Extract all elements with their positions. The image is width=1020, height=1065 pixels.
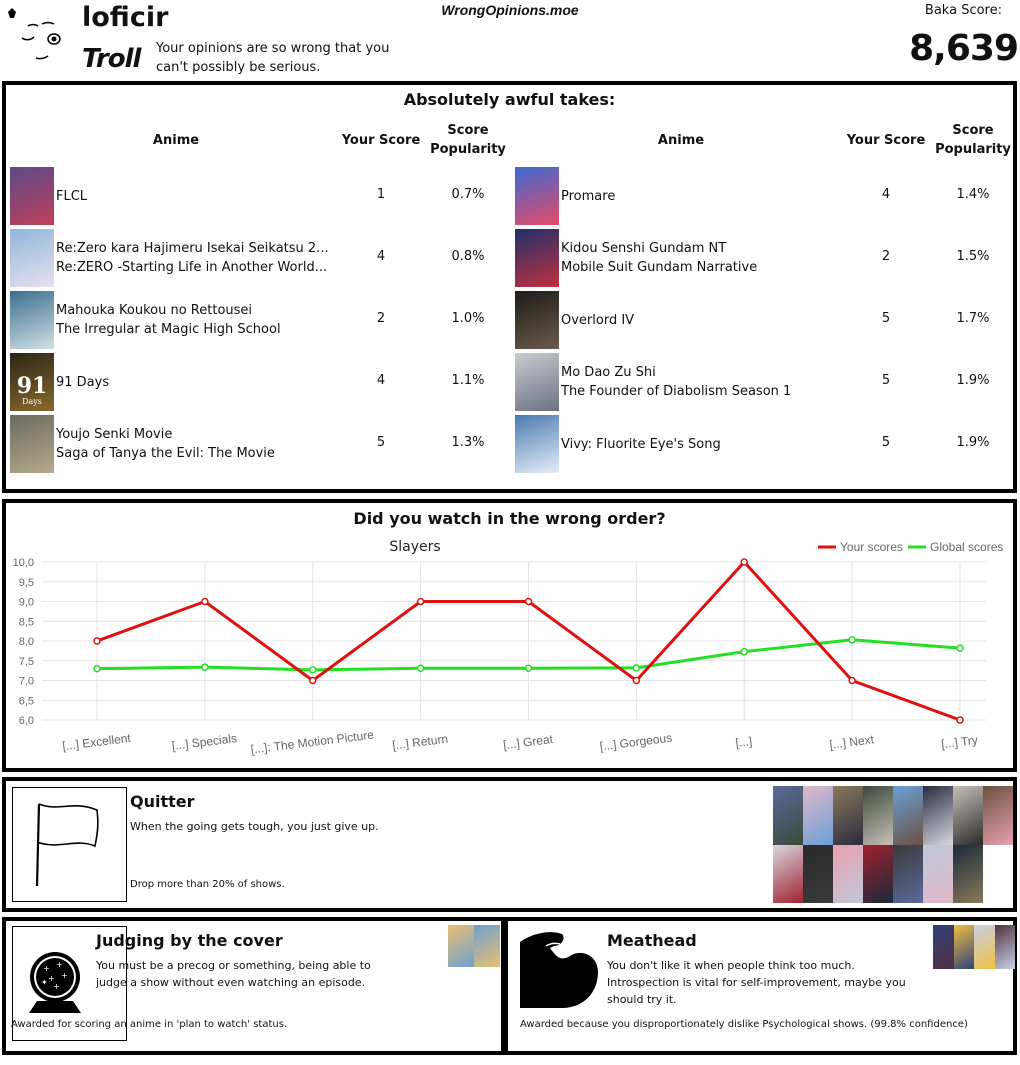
anime-cover-image[interactable]: [10, 229, 54, 287]
anime-cover-thumbnail[interactable]: [974, 925, 995, 969]
flag-icon: [12, 787, 127, 902]
data-point: [957, 717, 963, 723]
anime-titles: [561, 413, 861, 475]
anime-cover-thumbnail[interactable]: [893, 786, 923, 845]
user-score: 5: [881, 373, 891, 388]
data-point: [633, 678, 639, 684]
score-popularity: 1.9%: [956, 373, 990, 388]
score-line-chart: [6, 503, 1013, 768]
svg-text:+: +: [48, 974, 55, 983]
svg-text:+: +: [56, 960, 63, 969]
site-title[interactable]: WrongOpinions.moe: [441, 2, 579, 18]
user-score: 5: [881, 435, 891, 450]
anime-cover-thumbnail[interactable]: [863, 845, 893, 904]
awful-takes-heading: Absolutely awful takes:: [403, 90, 616, 109]
score-popularity: 1.9%: [956, 435, 990, 450]
data-point: [418, 665, 424, 671]
anime-titles: [561, 289, 861, 351]
x-tick-label: [...] Excellent: [61, 730, 132, 754]
username: loficir: [82, 2, 169, 33]
anime-cover-thumbnail[interactable]: [474, 925, 500, 967]
anime-cover-image[interactable]: [10, 415, 54, 473]
score-popularity: 0.8%: [451, 249, 485, 264]
anime-titles: [56, 289, 356, 351]
anime-cover-thumbnail[interactable]: [953, 786, 983, 845]
badge-description: When the going gets tough, you just give up.: [130, 820, 379, 833]
anime-titles: [561, 351, 861, 413]
troll-face-icon: [8, 6, 72, 70]
dropped-anime-covers: [773, 786, 1013, 903]
column-header-anime: Anime: [152, 133, 200, 148]
anime-title[interactable]: Vivy: Fluorite Eye's Song: [561, 436, 721, 452]
user-score: 4: [376, 373, 386, 388]
anime-cover-thumbnail[interactable]: [773, 845, 803, 904]
awful-takes-panel: [2, 81, 1017, 493]
data-point: [741, 559, 747, 565]
user-score: 4: [376, 249, 386, 264]
anime-cover-thumbnail[interactable]: [773, 786, 803, 845]
anime-titles: [56, 413, 356, 475]
table-row[interactable]: [513, 289, 1018, 351]
data-point: [310, 678, 316, 684]
y-tick-label: 8,5: [18, 616, 34, 629]
user-score: 2: [881, 249, 891, 264]
badge-title: Judging by the cover: [96, 931, 283, 950]
score-popularity: 1.3%: [451, 435, 485, 450]
column-header-anime: Anime: [657, 133, 705, 148]
svg-text:+: +: [53, 982, 60, 991]
anime-cover-image[interactable]: [10, 353, 54, 411]
cover-subtext: Days: [22, 397, 42, 406]
table-row[interactable]: [513, 165, 1018, 227]
x-tick-label: [...] Specials: [171, 731, 238, 753]
wrong-order-panel: [2, 499, 1017, 772]
anime-cover-thumbnail[interactable]: [923, 786, 953, 845]
data-point: [957, 645, 963, 651]
user-score: 2: [376, 311, 386, 326]
legend-label: Your scores: [840, 540, 903, 554]
anime-english-title: Mobile Suit Gundam Narrative: [561, 260, 758, 275]
data-point: [310, 667, 316, 673]
badge-title: Meathead: [607, 931, 697, 950]
awful-takes-table-left: [8, 121, 513, 475]
badge-description: You don't like it when people think too much. Introspection is vital for self-improvement, maybe you should try it.: [607, 959, 906, 1006]
anime-cover-image[interactable]: [515, 353, 559, 411]
legend-label: Global scores: [930, 540, 1004, 554]
anime-cover-thumbnail[interactable]: [954, 925, 975, 969]
anime-title[interactable]: Re:Zero kara Hajimeru Isekai Seikatsu 2...: [56, 241, 329, 256]
x-tick-label: [...] Great: [502, 732, 554, 753]
data-point: [526, 665, 532, 671]
anime-title[interactable]: Youjo Senki Movie: [56, 427, 173, 442]
anime-title[interactable]: 91 Days: [56, 374, 110, 390]
anime-title[interactable]: Overlord IV: [561, 312, 635, 328]
data-point: [202, 664, 208, 670]
table-header: [513, 121, 1018, 165]
badge-quitter: [2, 777, 1017, 912]
data-point: [741, 649, 747, 655]
badge-reason: Drop more than 20% of shows.: [130, 879, 285, 890]
x-tick-label: [...]: The Motion Picture: [249, 727, 375, 757]
anime-cover-thumbnail[interactable]: [803, 845, 833, 904]
score-popularity: 1.0%: [451, 311, 485, 326]
data-point: [849, 637, 855, 643]
baka-score-value: 8,639: [909, 28, 1018, 69]
table-header: [8, 121, 513, 165]
anime-cover-thumbnail[interactable]: [893, 845, 923, 904]
data-point: [94, 638, 100, 644]
anime-cover-image[interactable]: [10, 167, 54, 225]
table-row[interactable]: [513, 227, 1018, 289]
table-row[interactable]: [8, 227, 513, 289]
svg-text:+: +: [43, 964, 50, 973]
anime-titles: [561, 227, 861, 289]
column-header-popularity: Score Popularity: [430, 123, 506, 157]
anime-english-title: Re:ZERO -Starting Life in Another World...: [56, 260, 328, 275]
y-tick-label: 7,5: [18, 655, 34, 668]
user-title-description: Your opinions are so wrong that you can't possibly be serious.: [156, 41, 390, 75]
x-tick-label: [...] Return: [391, 731, 449, 753]
y-tick-label: 9,0: [18, 596, 34, 609]
anime-english-title: The Founder of Diabolism Season 1: [561, 384, 792, 399]
anime-cover-image[interactable]: [515, 415, 559, 473]
anime-cover-thumbnail[interactable]: [863, 786, 893, 845]
y-tick-label: 7,0: [18, 675, 34, 688]
anime-titles: [56, 165, 356, 227]
table-row[interactable]: [8, 351, 513, 413]
badge-title: Quitter: [130, 792, 195, 811]
x-tick-label: [...] Gorgeous: [598, 730, 673, 754]
anime-cover-thumbnail[interactable]: [803, 786, 833, 845]
column-header-popularity: Score Popularity: [935, 123, 1011, 157]
anime-cover-thumbnail[interactable]: [833, 786, 863, 845]
badge-meathead: [504, 917, 1017, 1055]
score-popularity: 1.4%: [956, 187, 990, 202]
data-point: [633, 665, 639, 671]
awful-takes-table-right: [513, 121, 1018, 475]
anime-title[interactable]: Promare: [561, 188, 616, 204]
score-popularity: 1.1%: [451, 373, 485, 388]
score-popularity: 1.5%: [956, 249, 990, 264]
baka-score-label: Baka Score:: [924, 3, 1002, 18]
score-popularity: 1.7%: [956, 311, 990, 326]
anime-english-title: The Irregular at Magic High School: [56, 322, 281, 337]
x-tick-label: [...] Next: [828, 732, 875, 752]
badge-judging-by-the-cover: [2, 917, 505, 1055]
svg-text:+: +: [61, 971, 68, 980]
x-tick-label: [...]: [734, 734, 753, 750]
y-tick-label: 6,5: [18, 695, 34, 708]
data-point: [202, 599, 208, 605]
anime-cover-thumbnail[interactable]: [833, 845, 863, 904]
anime-titles: [561, 165, 861, 227]
table-row[interactable]: [8, 165, 513, 227]
svg-text:✦: ✦: [41, 978, 48, 987]
table-row[interactable]: [8, 413, 513, 475]
anime-title[interactable]: Mo Dao Zu Shi: [561, 365, 656, 380]
anime-english-title: Saga of Tanya the Evil: The Movie: [56, 446, 275, 461]
badge-reason: Awarded because you disproportionately dislike Psychological shows. (99.8% confidence): [520, 1019, 968, 1030]
data-point: [418, 599, 424, 605]
column-header-your-score: Your Score: [341, 133, 421, 148]
anime-titles: [56, 351, 356, 413]
anime-cover-thumbnails: [933, 925, 1015, 969]
wrong-order-heading: Did you watch in the wrong order?: [353, 509, 666, 528]
user-title: Troll: [82, 44, 141, 74]
data-point: [849, 678, 855, 684]
anime-cover-image[interactable]: [515, 291, 559, 349]
user-score: 5: [376, 435, 386, 450]
anime-cover-thumbnail[interactable]: [953, 845, 983, 904]
chart-title: Slayers: [389, 539, 441, 555]
cover-text: 91: [16, 373, 48, 399]
badge-reason: Awarded for scoring an anime in 'plan to watch' status.: [11, 1019, 288, 1030]
user-score: 5: [881, 311, 891, 326]
anime-cover-thumbnail[interactable]: [983, 786, 1013, 845]
anime-cover-thumbnail[interactable]: [923, 845, 953, 904]
column-header-your-score: Your Score: [846, 133, 926, 148]
y-tick-label: 10,0: [12, 557, 34, 569]
x-tick-label: [...] Try: [940, 732, 979, 752]
badge-description: You must be a precog or something, being able to judge a show without even watching an episode.: [96, 959, 371, 989]
anime-title[interactable]: FLCL: [56, 188, 88, 204]
anime-titles: [56, 227, 356, 289]
anime-cover-thumbnail[interactable]: [933, 925, 954, 969]
anime-cover-image[interactable]: [515, 229, 559, 287]
anime-cover-thumbnail[interactable]: [448, 925, 474, 967]
anime-title[interactable]: Mahouka Koukou no Rettousei: [56, 303, 253, 318]
anime-cover-image[interactable]: [10, 291, 54, 349]
table-row[interactable]: [513, 351, 1018, 413]
anime-cover-thumbnail[interactable]: [995, 925, 1016, 969]
anime-cover-image[interactable]: [515, 167, 559, 225]
table-row[interactable]: [8, 289, 513, 351]
y-tick-label: 6,0: [18, 715, 34, 727]
y-tick-label: 8,0: [18, 636, 34, 648]
y-tick-label: 9,5: [18, 576, 34, 589]
anime-title[interactable]: Kidou Senshi Gundam NT: [561, 241, 727, 256]
anime-cover-thumbnails: [448, 925, 500, 967]
table-row[interactable]: [513, 413, 1018, 475]
data-point: [94, 666, 100, 672]
data-point: [526, 599, 532, 605]
score-popularity: 0.7%: [451, 187, 485, 202]
user-score: 1: [376, 187, 386, 202]
user-score: 4: [881, 187, 891, 202]
flexed-arm-icon: [516, 926, 602, 1012]
